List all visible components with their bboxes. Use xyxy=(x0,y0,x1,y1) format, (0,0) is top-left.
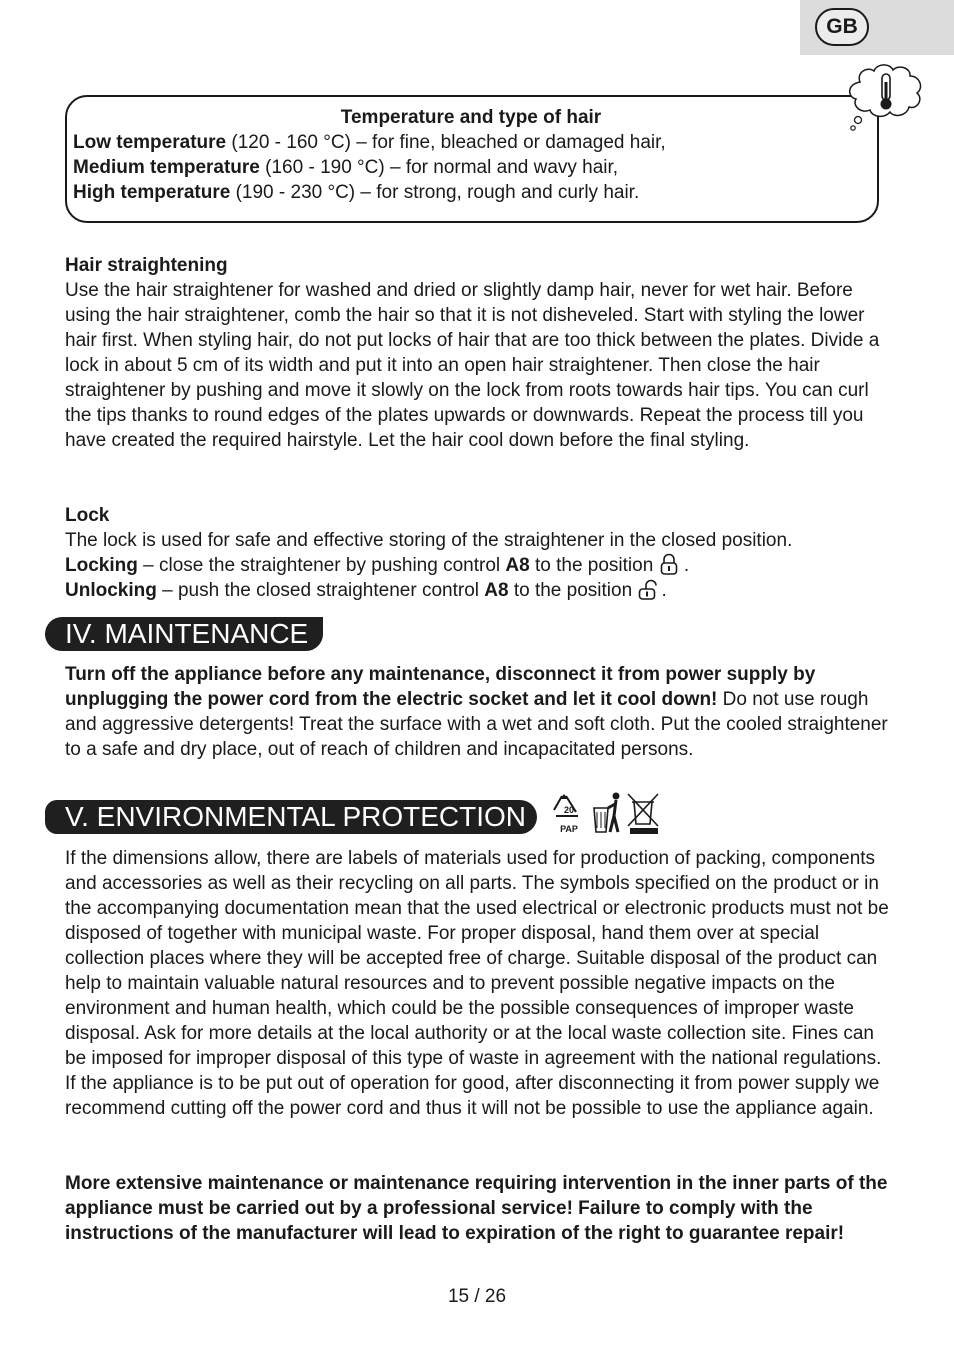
unlocking-text: – push the closed straightener control xyxy=(156,580,485,601)
tidy-man-icon xyxy=(594,793,620,833)
service-warning: More extensive maintenance or maintenance requiring intervention in the inner parts of the appliance must be carried out by a professional service! Failure to comply with the instructions of the manufacturer will lead to expiration of the right to guarantee repair! xyxy=(65,1173,888,1244)
temperature-medium-line xyxy=(73,155,869,180)
temperature-info-box xyxy=(65,95,879,223)
thermometer-cloud-icon xyxy=(844,62,926,136)
page-number: 15 / 26 xyxy=(447,1286,507,1307)
environmental-protection-header: V. ENVIRONMENTAL PROTECTION xyxy=(45,800,537,834)
recycle-pap-icon xyxy=(554,794,578,834)
maintenance-body xyxy=(65,662,895,762)
temperature-box-title: Temperature and type of hair xyxy=(340,107,602,128)
maintenance-text: Do not use rough and aggressive detergents! Treat the surface with a wet and soft cloth. Put the cooled straightener to a safe and dry place, out of reach of children and incapacitated persons. xyxy=(65,689,888,760)
maintenance-header: IV. MAINTENANCE xyxy=(45,617,323,651)
environment-symbols xyxy=(550,790,662,836)
language-badge: GB xyxy=(815,8,869,46)
temperature-medium-label: Medium temperature xyxy=(73,157,260,178)
lock-closed-icon xyxy=(659,553,679,575)
unlocking-line xyxy=(65,578,895,603)
unlocking-code: A8 xyxy=(484,580,509,601)
recycle-code: PAP xyxy=(560,824,578,834)
temperature-low-text: (120 - 160 °C) – for fine, bleached or damaged hair, xyxy=(226,132,666,153)
locking-line xyxy=(65,553,895,578)
lock-title: Lock xyxy=(65,505,110,526)
hair-straightening-section xyxy=(65,253,895,453)
maintenance-bold-text: Turn off the appliance before any maintenance, disconnect it from power supply by unplugging the power cord from the electric socket and let it cool down! xyxy=(65,664,816,710)
maintenance-section xyxy=(65,662,895,762)
locking-end: . xyxy=(678,555,690,576)
environment-section xyxy=(65,846,895,1121)
locking-code: A8 xyxy=(505,555,530,576)
locking-text: – close the straightener by pushing control xyxy=(137,555,506,576)
hair-straightening-title: Hair straightening xyxy=(65,255,228,276)
lock-open-icon xyxy=(637,578,661,600)
language-tab xyxy=(800,0,954,55)
locking-label: Locking xyxy=(65,555,138,576)
environment-body: If the dimensions allow, there are labels of materials used for production of packing, components and accessories as well as their recycling on all parts. The symbols specified on the product or in the accompanying documentation mean that the used electrical or electronic products must not be disposed of together with municipal waste. For proper disposal, hand them over at special collection places where they will be accepted free of charge. Suitable disposal of the product can help to maintain valuable natural resources and to prevent possible negative impacts on the environment and human health, which could be the possible consequences of improper waste disposal. Ask for more details at the local authority or at the local waste collection site. Fines can be imposed for improper disposal of this type of waste in agreement with the national regulations. If the appliance is to be put out of operation for good, after disconnecting it from power supply we recommend cutting off the power cord and thus it will not be possible to use the appliance again. xyxy=(65,848,889,1119)
temperature-low-line xyxy=(73,130,869,155)
lock-intro: The lock is used for safe and effective storing of the straightener in the closed position. xyxy=(65,530,793,551)
unlocking-suffix: to the position xyxy=(508,580,638,601)
service-warning-section xyxy=(65,1171,895,1246)
temperature-high-line xyxy=(73,180,869,205)
lock-section xyxy=(65,503,895,603)
hair-straightening-body: Use the hair straightener for washed and dried or slightly damp hair, never for wet hair. Before using the hair straightener, comb the hair so that it is not disheveled. Start with styling the lower hair first. When styling hair, do not put locks of hair that are too thick between the plates. Divide a lock in about 5 cm of its width and put it into an open hair straightener. Then close the hair straightener by pushing and move it slowly on the lock from roots towards hair tips. You can curl the tips thanks to round edges of the plates upwards or downwards. Repeat the process till you have created the required hairstyle. Let the hair cool down before the final styling. xyxy=(65,280,880,451)
temperature-high-label: High temperature xyxy=(73,182,231,203)
locking-suffix: to the position xyxy=(529,555,659,576)
unlocking-end: . xyxy=(661,580,667,601)
temperature-low-label: Low temperature xyxy=(73,132,227,153)
crossed-bin-icon xyxy=(628,794,658,834)
temperature-medium-text: (160 - 190 °C) – for normal and wavy hair, xyxy=(259,157,619,178)
temperature-high-text: (190 - 230 °C) – for strong, rough and curly hair. xyxy=(230,182,640,203)
recycle-number: 20 xyxy=(563,805,575,815)
unlocking-label: Unlocking xyxy=(65,580,157,601)
